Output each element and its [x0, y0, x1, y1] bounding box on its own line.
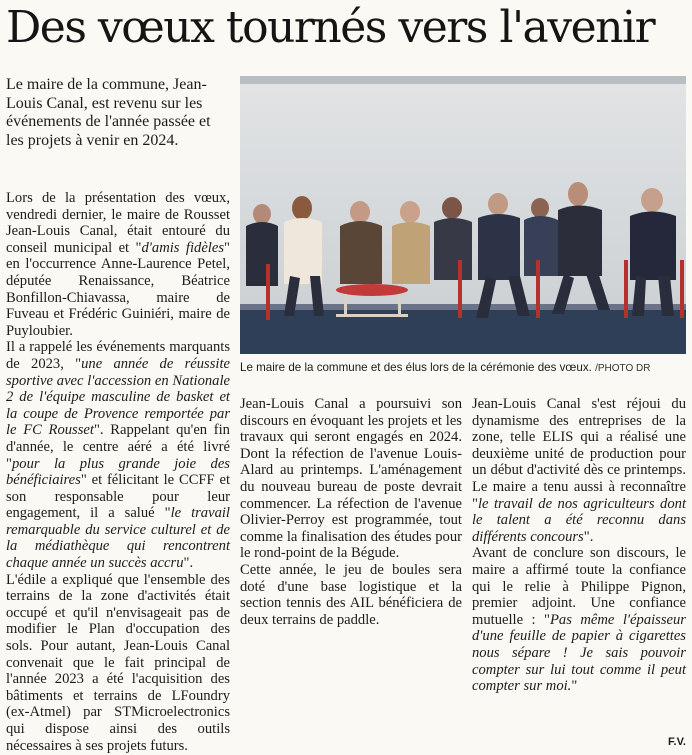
- paragraph-2: Il a rappelé les événements marquants de 2023, "une année de réussite sportive avec l'accession en Nationale 2 de l'équipe masculine de basket et la coupe de Provence remportée par le FC Rousset". Rappelant qu'en fin d'année, le centre aéré a été livré "pour la plus grande joie des bénéficiaires" et félicitant le CCFF et son responsable pour leur engagement, il a salué "le travail remarquable du service culturel et de la médiathèque qui rencontrent chaque année un succès accru".: [6, 339, 230, 572]
- paragraph-4: Jean-Louis Canal a poursuivi son discours en évoquant les projets et les travaux qui seront engagés en 2024. Dont la réfection de l'avenue Louis-Alard au printemps. L'aménagement du nouveau bureau de poste devrait commencer. La réfection de l'avenue Olivier-Perroy est programmée, tout comme la finalisation des études pour le rond-point de la Bégude.: [240, 396, 462, 562]
- paragraph-3: L'édile a expliqué que l'ensemble des terrains de la zone d'activités était occupé et qu'il n'envisageait pas de modifier le Plan d'occupation des sols. Pour autant, Jean-Louis Canal convenait que le fait principal de l'année 2023 a été l'acquisition des bâtiments et terrains de LFoundry (ex-Atmel) par STMicroelectronics qui dispose ainsi des outils nécessaires à ses projets futurs.: [6, 571, 230, 754]
- paragraph-5: Cette année, le jeu de boules sera doté d'une base logistique et la section tennis des AIL bénéficiera de deux terrains de paddle.: [240, 561, 462, 628]
- quote: le travail de nos agriculteurs dont le talent a été reconnu dans différents concours: [472, 495, 686, 545]
- caption-text: Le maire de la commune et des élus lors de la cérémonie des vœux.: [240, 361, 592, 374]
- quote: Pas même l'épaisseur d'une feuille de papier à cigarettes nous sépare ! Je sais pouvoir compter sur lui tout comme il peut compter sur moi.: [472, 611, 686, 695]
- article-lead: Le maire de la commune, Jean-Louis Canal, est revenu sur les événements de l'année passée et les projets à venir en 2024.: [6, 76, 211, 149]
- article-column-2: [240, 396, 462, 628]
- headline: Des vœux tournés vers l'avenir: [6, 2, 655, 53]
- article-column-1: [6, 190, 230, 754]
- quote: pour la plus grande joie des bénéficiaires: [6, 455, 230, 489]
- photo-credit: /PHOTO DR: [595, 363, 651, 374]
- author-signature: F.V.: [668, 736, 686, 748]
- article-photo: [240, 76, 686, 354]
- photo-caption: [240, 361, 686, 376]
- quote: une année de réussite sportive avec l'accession en Nationale 2 de l'équipe masculine de basket et la coupe de Provence remportée par le FC Rousset: [6, 355, 230, 439]
- paragraph-6: Jean-Louis Canal s'est réjoui du dynamisme des entreprises de la zone, telle ELIS qui a réalisé une deuxième unité de production pour un début d'activité dès ce printemps. Le maire a tenu aussi à reconnaître "le travail de nos agriculteurs dont le talent a été reconnu dans différents concours".: [472, 396, 686, 545]
- article-column-3: [472, 396, 686, 695]
- paragraph-7: Avant de conclure son discours, le maire a affirmé toute la confiance qui le relie à Philippe Pignon, premier adjoint. Une confiance mutuelle : "Pas même l'épaisseur d'une feuille de papier à cigarettes nous sépare ! Je sais pouvoir compter sur lui tout comme il peut compter sur moi.": [472, 545, 686, 695]
- quote: d'amis fidèles: [141, 239, 225, 256]
- quote: le travail remarquable du service culturel et de la médiathèque qui rencontrent chaque année un succès accru: [6, 505, 230, 572]
- paragraph-1: Lors de la présentation des vœux, vendredi dernier, le maire de Rousset Jean-Louis Canal, était entouré du conseil municipal et "d'amis fidèles" en l'occurrence Anne-Laurence Petel, députée Renaissance, Béatrice Bonfillon-Chiavassa, maire de Fuveau et Frédéric Guiniéri, maire de Puyloubier.: [6, 190, 230, 339]
